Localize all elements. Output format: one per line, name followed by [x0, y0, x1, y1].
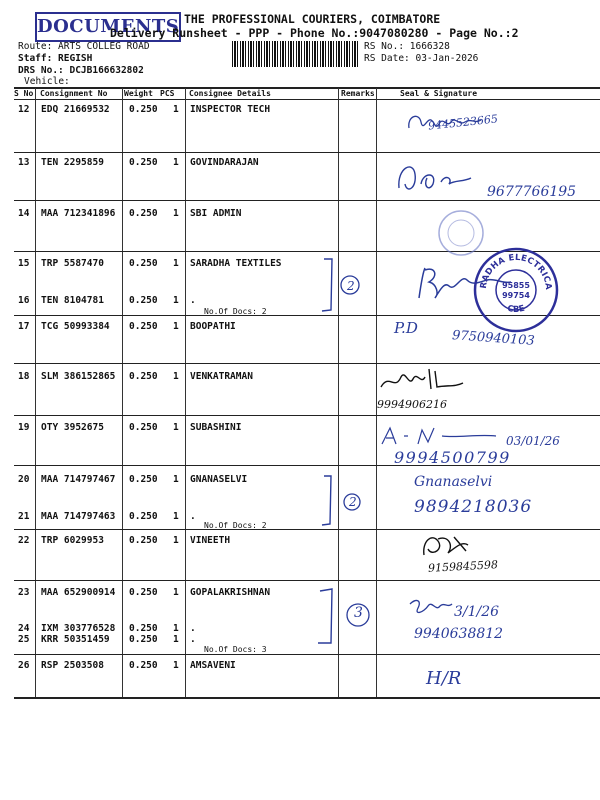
row-pcs: 1 — [173, 321, 179, 332]
row-sno: 26 — [18, 660, 30, 671]
row-consignment: TRP 6029953 — [41, 535, 104, 546]
row-consignee: SARADHA TEXTILES — [190, 258, 282, 269]
remark-count-23-25: 3 — [354, 605, 363, 621]
signature-name-17: P.D — [394, 319, 418, 337]
row-weight: 0.250 — [129, 587, 158, 598]
bank-stamp — [436, 208, 486, 258]
signature-date-23: 3/1/26 — [454, 604, 500, 620]
row-consignment: SLM 386152865 — [41, 371, 116, 382]
row-sno: 20 — [18, 474, 30, 485]
row-weight: 0.250 — [129, 157, 158, 168]
signature-phone-17: 9750940103 — [451, 328, 536, 349]
col-header-remarks: Remarks — [341, 89, 375, 98]
row-weight: 0.250 — [129, 208, 158, 219]
rs-date: RS Date: 03-Jan-2026 — [364, 53, 479, 64]
row-pcs: 1 — [173, 371, 179, 382]
row-sno: 23 — [18, 587, 30, 598]
row-consignee: SBI ADMIN — [190, 208, 242, 219]
vehicle-label: Vehicle: — [24, 76, 70, 87]
row-weight: 0.250 — [129, 623, 158, 634]
row-sno: 13 — [18, 157, 30, 168]
company-name: THE PROFESSIONAL COURIERS, COIMBATORE — [184, 12, 441, 26]
row-weight: 0.250 — [129, 371, 158, 382]
signature-scribble — [378, 424, 498, 450]
row-consignment: TRP 5587470 — [41, 258, 104, 269]
row-pcs: 1 — [173, 104, 179, 115]
row-consignee: BOOPATHI — [190, 321, 236, 332]
row-divider — [14, 529, 600, 530]
row-sno: 25 — [18, 634, 30, 645]
remark-bracket-15-16 — [318, 255, 368, 315]
row-pcs: 1 — [173, 258, 179, 269]
col-header-consignment: Consignment No — [40, 89, 108, 98]
row-consignee: . — [190, 623, 196, 634]
row-consignment: MAA 652900914 — [41, 587, 116, 598]
col-divider — [122, 88, 123, 698]
row-weight: 0.250 — [129, 104, 158, 115]
remark-count-20-21: 2 — [349, 495, 357, 509]
runsheet-title: Delivery Runsheet - PPP - Phone No.:9047080280 - Page No.:2 — [110, 26, 519, 40]
signature-name-20: Gnanaselvi — [414, 474, 493, 490]
signature-scribble — [418, 531, 478, 561]
signature-phone-23: 9940638812 — [414, 626, 504, 642]
row-consignee: GOPALAKRISHNAN — [190, 587, 271, 598]
svg-text:CBE — [506, 304, 526, 315]
barcode — [232, 41, 359, 67]
col-header-consignee: Consignee Details — [189, 89, 271, 98]
row-sno: 12 — [18, 104, 30, 115]
signature-phone-19: 9994500799 — [394, 448, 511, 467]
row-sno: 18 — [18, 371, 30, 382]
row-consignee: . — [190, 634, 196, 645]
row-consignment: MAA 712341896 — [41, 208, 116, 219]
col-header-sno: S No — [14, 89, 34, 98]
row-pcs: 1 — [173, 295, 179, 306]
row-weight: 0.250 — [129, 474, 158, 485]
signature-scribble — [377, 365, 467, 395]
docs-count: No.Of Docs: 2 — [204, 521, 267, 530]
col-divider — [185, 88, 186, 698]
row-weight: 0.250 — [129, 422, 158, 433]
row-divider — [14, 415, 600, 416]
remark-count-15-16: 2 — [347, 279, 355, 293]
signature-phone-22: 9159845598 — [427, 558, 499, 575]
row-consignee: . — [190, 511, 196, 522]
row-consignee: GOVINDARAJAN — [190, 157, 259, 168]
signature-scribble — [406, 596, 456, 621]
row-pcs: 1 — [173, 660, 179, 671]
signature-scribble — [393, 158, 483, 198]
row-divider — [14, 654, 600, 655]
row-consignment: MAA 714797467 — [41, 474, 116, 485]
row-weight: 0.250 — [129, 258, 158, 269]
seal-center-1: 95855 — [502, 281, 530, 290]
col-header-signature: Seal & Signature — [400, 89, 478, 98]
documents-stamp: DOCUMENTS — [35, 12, 181, 42]
signature-phone-20: 9894218036 — [414, 497, 533, 517]
row-consignment: TEN 2295859 — [41, 157, 104, 168]
row-weight: 0.250 — [129, 511, 158, 522]
row-consignment: RSP 2503508 — [41, 660, 104, 671]
row-consignment: TCG 50993384 — [41, 321, 110, 332]
row-sno: 19 — [18, 422, 30, 433]
row-pcs: 1 — [173, 208, 179, 219]
row-pcs: 1 — [173, 511, 179, 522]
row-sno: 22 — [18, 535, 30, 546]
row-sno: 15 — [18, 258, 30, 269]
row-pcs: 1 — [173, 157, 179, 168]
row-weight: 0.250 — [129, 321, 158, 332]
row-divider — [14, 152, 600, 153]
row-consignee: SUBASHINI — [190, 422, 242, 433]
remark-bracket-23-25 — [312, 585, 372, 650]
row-consignee: INSPECTOR TECH — [190, 104, 271, 115]
row-pcs: 1 — [173, 535, 179, 546]
row-consignee: VINEETH — [190, 535, 231, 546]
row-pcs: 1 — [173, 422, 179, 433]
row-sno: 17 — [18, 321, 30, 332]
row-divider — [14, 580, 600, 581]
route-label: Route: ARTS COLLEG ROAD — [18, 41, 150, 52]
row-weight: 0.250 — [129, 634, 158, 645]
signature-phone-12: 9445523665 — [427, 112, 499, 133]
row-sno: 14 — [18, 208, 30, 219]
row-weight: 0.250 — [129, 295, 158, 306]
row-consignment: MAA 714797463 — [41, 511, 116, 522]
signature-date-19: 03/01/26 — [506, 434, 560, 448]
row-consignment: EDQ 21669532 — [41, 104, 110, 115]
row-weight: 0.250 — [129, 535, 158, 546]
remark-bracket-20-21 — [318, 472, 368, 532]
row-pcs: 1 — [173, 587, 179, 598]
row-sno: 21 — [18, 511, 30, 522]
row-consignment: OTY 3952675 — [41, 422, 104, 433]
seal-ring-bottom: CBE — [506, 303, 526, 316]
col-divider — [35, 88, 36, 698]
signature-hr-26: H/R — [426, 668, 462, 689]
table-header-rule — [14, 99, 600, 100]
row-consignee: AMSAVENI — [190, 660, 236, 671]
row-weight: 0.250 — [129, 660, 158, 671]
docs-count: No.Of Docs: 2 — [204, 307, 267, 316]
row-divider — [14, 200, 600, 201]
rs-number: RS No.: 1666328 — [364, 41, 450, 52]
signature-phone-13: 9677766195 — [487, 184, 577, 200]
row-consignee: . — [190, 295, 196, 306]
docs-count: No.Of Docs: 3 — [204, 645, 267, 654]
company-seal — [468, 239, 560, 334]
row-divider — [14, 465, 600, 466]
drs-number: DRS No.: DCJB166632802 — [18, 65, 144, 76]
row-consignment: IXM 303776528 — [41, 623, 116, 634]
row-sno: 16 — [18, 295, 30, 306]
row-pcs: 1 — [173, 474, 179, 485]
row-consignment: TEN 8104781 — [41, 295, 104, 306]
row-consignee: VENKATRAMAN — [190, 371, 253, 382]
seal-center-2: 99754 — [502, 291, 530, 300]
col-header-pcs: PCS — [160, 89, 175, 98]
row-consignment: KRR 50351459 — [41, 634, 110, 645]
row-pcs: 1 — [173, 623, 179, 634]
table-bottom-rule — [14, 697, 600, 699]
col-header-weight: Weight — [124, 89, 153, 98]
row-divider — [14, 363, 600, 364]
seal-ring-top: SARADHA ELECTRICALS — [468, 239, 554, 291]
signature-phone-18: 9994906216 — [377, 398, 447, 411]
row-pcs: 1 — [173, 634, 179, 645]
staff-label: Staff: REGISH — [18, 53, 93, 64]
row-consignee: GNANASELVI — [190, 474, 248, 485]
row-sno: 24 — [18, 623, 30, 634]
